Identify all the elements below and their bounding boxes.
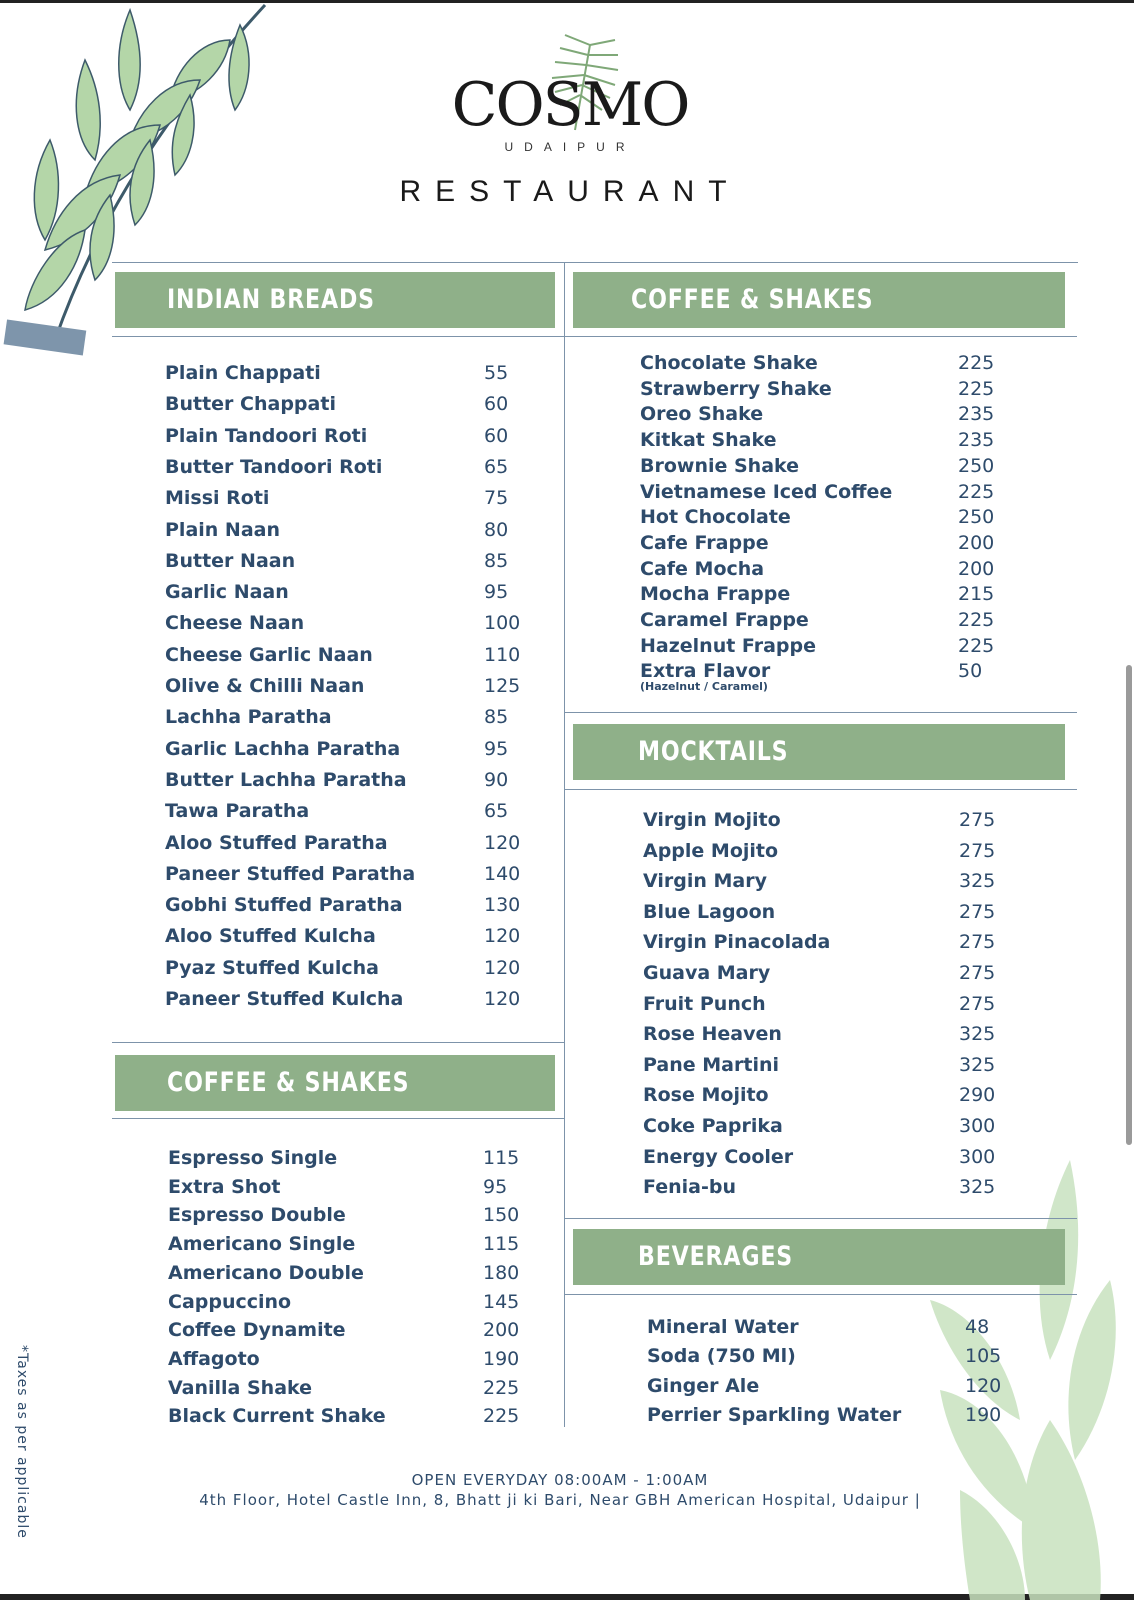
menu-item-name: Cheese Garlic Naan <box>165 643 373 666</box>
menu-item-price: 100 <box>484 612 521 635</box>
menu-item-price: 75 <box>484 487 509 510</box>
section-header-coffee-shakes-left: COFFEE & SHAKES <box>115 1055 555 1111</box>
menu-item-name: Apple Mojito <box>643 839 779 862</box>
logo-text: COSMO <box>451 70 689 140</box>
menu-item-name: Espresso Single <box>168 1147 338 1169</box>
menu-item-name: Butter Tandoori Roti <box>165 455 383 478</box>
menu-item-name: Energy Cooler <box>643 1145 794 1168</box>
menu-item-name: Guava Mary <box>643 962 771 984</box>
menu-item-price: 110 <box>484 643 521 666</box>
menu-item-price: 60 <box>484 424 509 447</box>
menu-item-price: 325 <box>959 1176 996 1199</box>
divider <box>112 262 1078 263</box>
menu-item-name: Oreo Shake <box>640 403 764 426</box>
menu-item-price: 200 <box>958 557 995 580</box>
menu-item-price: 275 <box>959 839 996 862</box>
menu-item-name: Fenia-bu <box>643 1176 736 1199</box>
menu-item-name: Black Current Shake <box>168 1405 386 1428</box>
menu-item-name: Coffee Dynamite <box>168 1319 346 1342</box>
menu-item-name: Cafe Mocha <box>640 557 765 580</box>
menu-item-price: 250 <box>958 454 995 477</box>
menu-item-price: 85 <box>484 706 509 729</box>
menu-item-name: Butter Lachha Paratha <box>165 768 407 791</box>
menu-item-price: 130 <box>484 894 521 917</box>
menu-item-name: Kitkat Shake <box>640 429 777 452</box>
menu-item-price: 125 <box>484 675 521 697</box>
section-header-indian-breads: INDIAN BREADS <box>115 272 555 328</box>
menu-item-price: 120 <box>484 925 521 948</box>
column-divider <box>564 262 565 1427</box>
menu-item-name: Paneer Stuffed Kulcha <box>165 988 404 1010</box>
menu-item-name: Chocolate Shake <box>640 352 818 374</box>
menu-item-name: Brownie Shake <box>640 454 800 477</box>
menu-item-name: Pyaz Stuffed Kulcha <box>165 956 379 979</box>
menu-item-name: Butter Naan <box>165 549 296 572</box>
menu-item-name: Garlic Naan <box>165 581 289 604</box>
section-header-beverages: BEVERAGES <box>573 1229 1065 1285</box>
taxes-note: *Taxes as per applicable <box>14 1345 30 1539</box>
menu-item-price: 120 <box>965 1374 1002 1397</box>
divider <box>565 789 1077 790</box>
menu-item-name: Missi Roti <box>165 487 270 510</box>
menu-item-price: 60 <box>484 393 509 416</box>
menu-item-name: Rose Mojito <box>643 1084 769 1107</box>
menu-item-price: 275 <box>959 809 996 831</box>
menu-item-price: 325 <box>959 1023 996 1046</box>
menu-item-price: 95 <box>483 1175 508 1198</box>
divider <box>112 336 564 337</box>
divider <box>565 1294 1077 1295</box>
menu-item-price: 65 <box>484 455 509 478</box>
menu-item-price: 325 <box>959 1053 996 1076</box>
menu-item-name: Mineral Water <box>647 1316 799 1338</box>
menu-item-price: 235 <box>958 429 995 452</box>
menu-item-price: 120 <box>484 831 521 854</box>
divider <box>112 1042 564 1043</box>
menu-item-name: Hazelnut Frappe <box>640 634 816 657</box>
menu-item-price: 225 <box>958 480 995 503</box>
menu-item-name: Hot Chocolate <box>640 506 791 529</box>
menu-item-price: 65 <box>484 800 509 823</box>
menu-item-name: Paneer Stuffed Paratha <box>165 862 416 885</box>
menu-item-price: 290 <box>959 1084 996 1107</box>
menu-item-price: 275 <box>959 962 996 984</box>
menu-item-price: 95 <box>484 737 509 760</box>
menu-item-price: 80 <box>484 518 509 541</box>
scrollbar[interactable] <box>1126 665 1132 1145</box>
menu-item-price: 225 <box>958 352 995 374</box>
menu-item-price: 50 <box>958 660 983 683</box>
menu-item-name: Fruit Punch <box>643 992 766 1015</box>
menu-item-price: 300 <box>959 1115 996 1137</box>
section-header-mocktails: MOCKTAILS <box>573 724 1065 780</box>
menu-item-name: Perrier Sparkling Water <box>647 1403 902 1426</box>
menu-item-price: 275 <box>959 931 996 954</box>
divider <box>565 336 1077 337</box>
leaf-bottom-illustration <box>930 1160 1134 1600</box>
menu-item-name: Aloo Stuffed Kulcha <box>165 925 376 948</box>
menu-item-name: Vanilla Shake <box>168 1376 313 1399</box>
divider <box>112 1118 564 1119</box>
menu-item-price: 200 <box>958 531 995 554</box>
menu-item-price: 140 <box>484 862 521 885</box>
menu-item-price: 235 <box>958 403 995 426</box>
menu-item-name: Lachha Paratha <box>165 706 332 729</box>
menu-item-price: 225 <box>958 609 995 631</box>
menu-item-name: Plain Chappati <box>165 362 321 384</box>
menu-item-name: Tawa Paratha <box>165 800 310 823</box>
menu-item-name: Cappuccino <box>168 1290 292 1313</box>
menu-item-price: 225 <box>958 377 995 400</box>
address: 4th Floor, Hotel Castle Inn, 8, Bhatt ji ki Bari, Near GBH American Hospital, Udaipur | <box>199 1491 921 1509</box>
menu-item-name: Strawberry Shake <box>640 377 832 400</box>
menu-item-name: Plain Naan <box>165 518 280 541</box>
menu-item-price: 180 <box>483 1261 520 1284</box>
menu-item-name: Virgin Pinacolada <box>643 931 831 954</box>
city-subtitle: UDAIPUR <box>504 140 636 154</box>
menu-item-name: Soda (750 Ml) <box>647 1345 796 1368</box>
opening-hours: OPEN EVERYDAY 08:00AM - 1:00AM <box>411 1471 709 1489</box>
menu-item-name: Extra Shot <box>168 1175 281 1198</box>
menu-item-price: 225 <box>483 1405 520 1428</box>
menu-item-name: Plain Tandoori Roti <box>165 424 368 447</box>
menu-item-name: Ginger Ale <box>647 1374 760 1397</box>
menu-item-name: Vietnamese Iced Coffee <box>640 480 893 503</box>
menu-item-price: 55 <box>484 362 509 384</box>
menu-item-name: Espresso Double <box>168 1204 346 1227</box>
divider <box>565 712 1077 713</box>
menu-item-price: 150 <box>483 1204 520 1227</box>
divider <box>565 1218 1077 1219</box>
menu-item-name: Cafe Frappe <box>640 531 769 554</box>
menu-item-price: 250 <box>958 506 995 529</box>
menu-item-price: 120 <box>484 988 521 1010</box>
menu-item-name: Blue Lagoon <box>643 900 776 923</box>
menu-item-name: Pane Martini <box>643 1053 779 1076</box>
menu-item-price: 325 <box>959 870 996 893</box>
section-header-coffee-shakes-right: COFFEE & SHAKES <box>573 272 1065 328</box>
menu-item-name: Rose Heaven <box>643 1023 782 1046</box>
menu-item-name: Gobhi Stuffed Paratha <box>165 894 403 917</box>
menu-item-price: 115 <box>483 1233 520 1256</box>
menu-item-price: 95 <box>484 581 509 604</box>
menu-item-price: 215 <box>958 583 995 606</box>
menu-item-price: 225 <box>958 634 995 657</box>
menu-item-name: Virgin Mojito <box>643 809 781 831</box>
menu-item-name: Affagoto <box>168 1347 260 1370</box>
menu-item-name: Aloo Stuffed Paratha <box>165 831 388 854</box>
menu-item-name: Mocha Frappe <box>640 583 791 606</box>
menu-item-price: 115 <box>483 1147 520 1169</box>
menu-item-name: Butter Chappati <box>165 393 336 416</box>
menu-item-price: 145 <box>483 1290 520 1313</box>
brand-logo <box>440 30 700 140</box>
menu-item-price: 105 <box>965 1345 1002 1368</box>
menu-item-price: 225 <box>483 1376 520 1399</box>
menu-item-price: 190 <box>483 1347 520 1370</box>
menu-item-name: Caramel Frappe <box>640 609 809 631</box>
menu-item-price: 90 <box>484 768 509 791</box>
menu-item-name: Garlic Lachha Paratha <box>165 737 401 760</box>
menu-item-price: 275 <box>959 900 996 923</box>
extra-flavor-note: (Hazelnut / Caramel) <box>640 680 768 693</box>
menu-item-name: Cheese Naan <box>165 612 305 635</box>
menu-item-name: Coke Paprika <box>643 1115 783 1137</box>
menu-item-name: Olive & Chilli Naan <box>165 675 365 697</box>
menu-item-price: 120 <box>484 956 521 979</box>
menu-item-price: 190 <box>965 1403 1002 1426</box>
menu-item-price: 200 <box>483 1319 520 1342</box>
menu-item-price: 85 <box>484 549 509 572</box>
menu-item-name: Americano Double <box>168 1261 364 1284</box>
menu-item-price: 300 <box>959 1145 996 1168</box>
menu-item-name: Americano Single <box>168 1233 356 1256</box>
page-title: RESTAURANT <box>399 175 741 208</box>
menu-item-price: 275 <box>959 992 996 1015</box>
menu-item-name: Extra Flavor <box>640 660 771 683</box>
menu-item-price: 48 <box>965 1316 990 1338</box>
menu-item-name: Virgin Mary <box>643 870 767 893</box>
